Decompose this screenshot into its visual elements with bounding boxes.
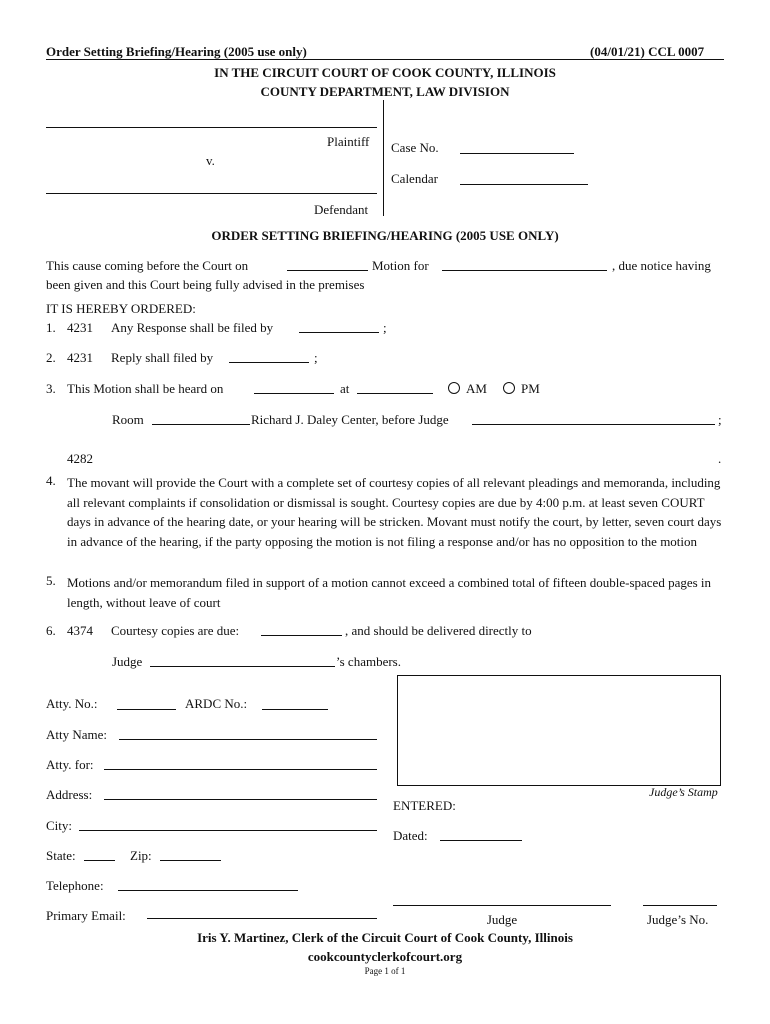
judges-stamp-label: Judge’s Stamp bbox=[649, 785, 718, 799]
item6-end: , and should be delivered directly to bbox=[345, 623, 532, 638]
hearing-date-line[interactable] bbox=[254, 393, 334, 394]
caption-divider bbox=[383, 100, 384, 216]
item6-code: 4374 bbox=[67, 623, 93, 638]
city-label: City: bbox=[46, 818, 73, 833]
entered-label: ENTERED: bbox=[393, 798, 456, 813]
dated-field[interactable] bbox=[440, 840, 522, 841]
hearing-time-line[interactable] bbox=[357, 393, 433, 394]
intro-part3: , due notice having bbox=[612, 258, 711, 273]
intro-part1: This cause coming before the Court on bbox=[46, 258, 249, 273]
item1-text: Any Response shall be filed by bbox=[111, 320, 274, 335]
page-number: Page 1 of 1 bbox=[364, 966, 406, 976]
intro-part2: Motion for bbox=[372, 258, 429, 273]
reply-date-line[interactable] bbox=[229, 362, 309, 363]
state-field[interactable] bbox=[84, 860, 115, 861]
state-label: State: bbox=[46, 848, 76, 863]
calendar-line[interactable] bbox=[460, 184, 588, 185]
item2-number: 2. bbox=[46, 350, 56, 365]
ardc-no-field[interactable] bbox=[262, 709, 328, 710]
item4-text: The movant will provide the Court with a complete set of courtesy copies of all relevant pleadings and memoranda, including all relevant complaints if consolidation or dismissal is sought. Courtesy copies are due by 4:00 p.m. at least seven COURT days in advance of the hearing date, or your hearing will be stricken. Movant must notify the court, by letter, seven court days in advance of the hearing, if the party opposing the motion is not filing a response and/or has no opposition to the motion bbox=[67, 475, 722, 549]
item6-text: Courtesy copies are due: bbox=[111, 623, 240, 638]
plaintiff-label: Plaintiff bbox=[327, 134, 370, 149]
chambers-judge-line[interactable] bbox=[150, 666, 335, 667]
item1-end: ; bbox=[383, 320, 387, 335]
form-code: (04/01/21) CCL 0007 bbox=[590, 44, 705, 59]
atty-for-label: Atty. for: bbox=[46, 757, 94, 772]
room-text: Richard J. Daley Center, before Judge bbox=[251, 412, 449, 427]
motion-for-line[interactable] bbox=[442, 270, 607, 271]
dated-label: Dated: bbox=[393, 828, 428, 843]
defendant-line[interactable] bbox=[46, 193, 377, 194]
item4-number: 4. bbox=[46, 473, 56, 488]
courtesy-date-line[interactable] bbox=[261, 635, 342, 636]
defendant-label: Defendant bbox=[314, 202, 369, 217]
zip-label: Zip: bbox=[130, 848, 152, 863]
address-field[interactable] bbox=[104, 799, 377, 800]
item1-number: 1. bbox=[46, 320, 56, 335]
pm-radio-icon[interactable] bbox=[503, 382, 515, 394]
case-no-line[interactable] bbox=[460, 153, 574, 154]
judge-signature-line[interactable] bbox=[393, 905, 611, 906]
telephone-field[interactable] bbox=[118, 890, 298, 891]
code-4282: 4282 bbox=[67, 451, 93, 466]
city-field[interactable] bbox=[79, 830, 377, 831]
before-judge-line[interactable] bbox=[472, 424, 715, 425]
atty-name-label: Atty Name: bbox=[46, 727, 108, 742]
am-option[interactable] bbox=[448, 381, 487, 397]
zip-field[interactable] bbox=[160, 860, 221, 861]
atty-no-label: Atty. No.: bbox=[46, 696, 98, 711]
clerk-name: Iris Y. Martinez, Clerk of the Circuit Court of Cook County, Illinois bbox=[197, 930, 573, 945]
judges-no-line[interactable] bbox=[643, 905, 717, 906]
item2-code: 4231 bbox=[67, 350, 93, 365]
atty-name-field[interactable] bbox=[119, 739, 377, 740]
email-field[interactable] bbox=[147, 918, 377, 919]
atty-for-field[interactable] bbox=[104, 769, 377, 770]
calendar-label: Calendar bbox=[391, 171, 438, 186]
judge-label: Judge bbox=[112, 654, 143, 669]
court-division: COUNTY DEPARTMENT, LAW DIVISION bbox=[260, 84, 510, 99]
plaintiff-line[interactable] bbox=[46, 127, 377, 128]
ordered-label: IT IS HEREBY ORDERED: bbox=[46, 301, 196, 316]
room-end: ; bbox=[718, 412, 722, 427]
response-date-line[interactable] bbox=[299, 332, 379, 333]
item6-number: 6. bbox=[46, 623, 56, 638]
form-title: Order Setting Briefing/Hearing (2005 use only) bbox=[46, 44, 307, 59]
item2-text: Reply shall filed by bbox=[111, 350, 214, 365]
item1-code: 4231 bbox=[67, 320, 93, 335]
item5-text: Motions and/or memorandum filed in support of a motion cannot exceed a combined total of fifteen double-spaced pages in length, without leave of court bbox=[67, 575, 712, 610]
header-rule bbox=[46, 59, 724, 60]
intro-date-line[interactable] bbox=[287, 270, 368, 271]
versus-label: v. bbox=[206, 153, 215, 168]
code-4282-end: . bbox=[718, 451, 722, 466]
judge-stamp-box bbox=[397, 675, 721, 786]
ardc-no-label: ARDC No.: bbox=[185, 696, 248, 711]
pm-label: PM bbox=[521, 381, 540, 396]
item3-number: 3. bbox=[46, 381, 56, 396]
order-title: ORDER SETTING BRIEFING/HEARING (2005 USE ONLY) bbox=[211, 228, 559, 243]
email-label: Primary Email: bbox=[46, 908, 126, 923]
item3-at: at bbox=[340, 381, 350, 396]
case-no-label: Case No. bbox=[391, 140, 439, 155]
am-radio-icon[interactable] bbox=[448, 382, 460, 394]
am-label: AM bbox=[466, 381, 487, 396]
chambers-text: ’s chambers. bbox=[336, 654, 401, 669]
telephone-label: Telephone: bbox=[46, 878, 104, 893]
pm-option[interactable] bbox=[503, 381, 540, 397]
room-label: Room bbox=[112, 412, 144, 427]
item2-end: ; bbox=[314, 350, 318, 365]
judges-no-label: Judge’s No. bbox=[647, 912, 709, 927]
court-name: IN THE CIRCUIT COURT OF COOK COUNTY, ILLINOIS bbox=[214, 65, 556, 80]
judge-signature-label: Judge bbox=[486, 912, 518, 927]
clerk-website[interactable]: cookcountyclerkofcourt.org bbox=[307, 949, 463, 964]
item3-text: This Motion shall be heard on bbox=[67, 381, 224, 396]
item5-number: 5. bbox=[46, 573, 56, 588]
atty-no-field[interactable] bbox=[117, 709, 176, 710]
room-line[interactable] bbox=[152, 424, 250, 425]
address-label: Address: bbox=[46, 787, 93, 802]
intro-line2: been given and this Court being fully advised in the premises bbox=[46, 277, 365, 292]
